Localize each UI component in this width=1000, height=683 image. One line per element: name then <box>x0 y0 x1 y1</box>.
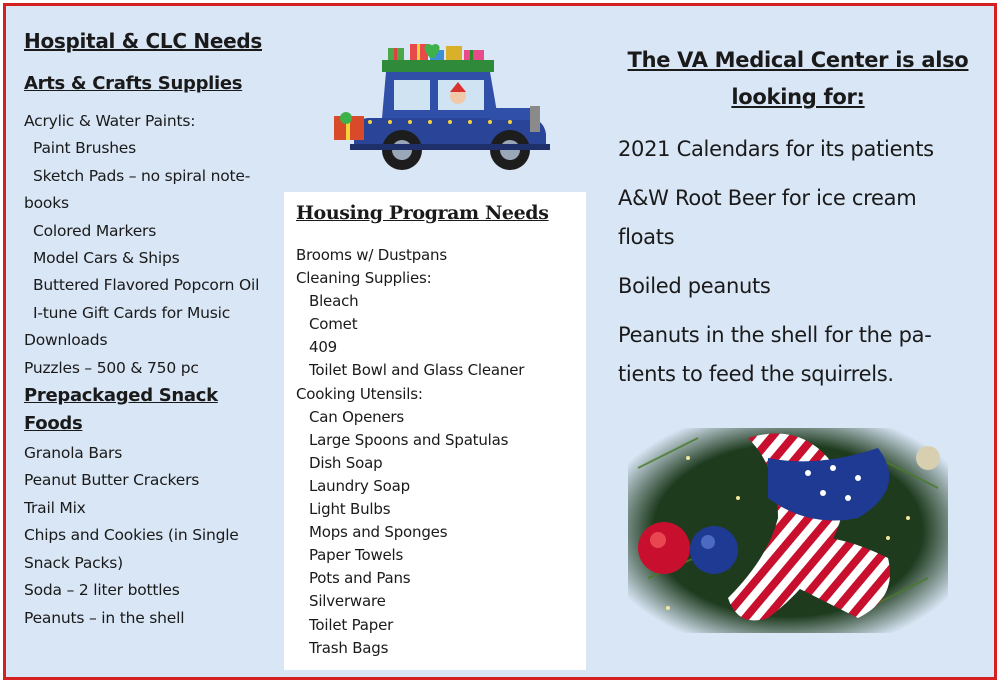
housing-need-item: Toilet Bowl and Glass Cleaner <box>309 361 525 380</box>
housing-need-item: Laundry Soap <box>309 476 410 495</box>
housing-need-item: Cooking Utensils: <box>296 384 423 403</box>
housing-program-section <box>284 192 586 670</box>
va-medical-title <box>618 42 978 116</box>
va-need-item: Peanuts in the shell for the pa-tients to feed the squirrels. <box>618 323 932 386</box>
va-medical-section <box>618 42 978 404</box>
housing-need-item: Cleaning Supplies: <box>296 269 432 288</box>
arts-crafts-list <box>24 108 274 382</box>
housing-need-item: Comet <box>309 315 358 334</box>
va-needs-list <box>618 130 978 394</box>
arts-crafts-heading: Arts & Crafts Supplies <box>24 73 243 94</box>
va-need-item: A&W Root Beer for ice cream floats <box>618 186 917 249</box>
va-medical-title-line1: The VA Medical Center is also <box>627 48 969 72</box>
arts-crafts-item: Puzzles – 500 & 750 pc <box>24 358 199 377</box>
va-medical-title-line2: looking for: <box>731 85 865 109</box>
arts-crafts-item: I-tune Gift Cards for Music <box>33 303 231 322</box>
housing-need-item: Silverware <box>309 592 386 611</box>
arts-crafts-item: Downloads <box>24 331 108 350</box>
arts-crafts-item: Acrylic & Water Paints: <box>24 112 196 130</box>
housing-need-item: Paper Towels <box>309 546 404 565</box>
housing-program-title: Housing Program Needs <box>296 202 549 224</box>
snack-food-item: Chips and Cookies (in Single <box>24 526 239 545</box>
arts-crafts-item: Sketch Pads – no spiral note- <box>33 166 251 185</box>
housing-need-item: Toilet Paper <box>309 615 394 634</box>
housing-need-item: Mops and Sponges <box>309 523 448 542</box>
housing-need-item: Dish Soap <box>309 453 383 472</box>
va-need-item: Boiled peanuts <box>618 274 771 298</box>
arts-crafts-item: Model Cars & Ships <box>33 249 180 268</box>
housing-need-item: Large Spoons and Spatulas <box>309 430 509 449</box>
housing-need-item: Light Bulbs <box>309 500 391 519</box>
arts-crafts-item: Colored Markers <box>33 221 157 240</box>
snack-food-item: Soda – 2 liter bottles <box>24 581 180 600</box>
snack-foods-list <box>24 440 274 632</box>
arts-crafts-item: Buttered Flavored Popcorn Oil <box>33 276 260 295</box>
snack-food-item: Snack Packs) <box>24 553 123 572</box>
hospital-needs-title: Hospital & CLC Needs <box>24 29 262 53</box>
housing-need-item: Bleach <box>309 292 359 311</box>
housing-need-item: Trash Bags <box>309 638 389 657</box>
patriotic-ornament-image <box>628 428 948 633</box>
housing-need-item: Brooms w/ Dustpans <box>296 246 447 264</box>
housing-need-item: Can Openers <box>309 407 405 426</box>
snack-foods-heading: Prepackaged Snack Foods <box>24 385 218 435</box>
housing-need-item: 409 <box>309 338 338 357</box>
arts-crafts-item: books <box>24 194 69 213</box>
housing-needs-list <box>284 244 586 660</box>
hospital-needs-section <box>24 26 274 632</box>
snack-food-item: Peanuts – in the shell <box>24 608 185 627</box>
housing-need-item: Pots and Pans <box>309 569 411 588</box>
snack-food-item: Peanut Butter Crackers <box>24 471 200 490</box>
snack-food-item: Trail Mix <box>24 498 86 517</box>
va-need-item: 2021 Calendars for its patients <box>618 137 934 161</box>
snack-food-item: Granola Bars <box>24 444 123 463</box>
arts-crafts-item: Paint Brushes <box>33 139 137 158</box>
vintage-car-image <box>330 38 562 178</box>
